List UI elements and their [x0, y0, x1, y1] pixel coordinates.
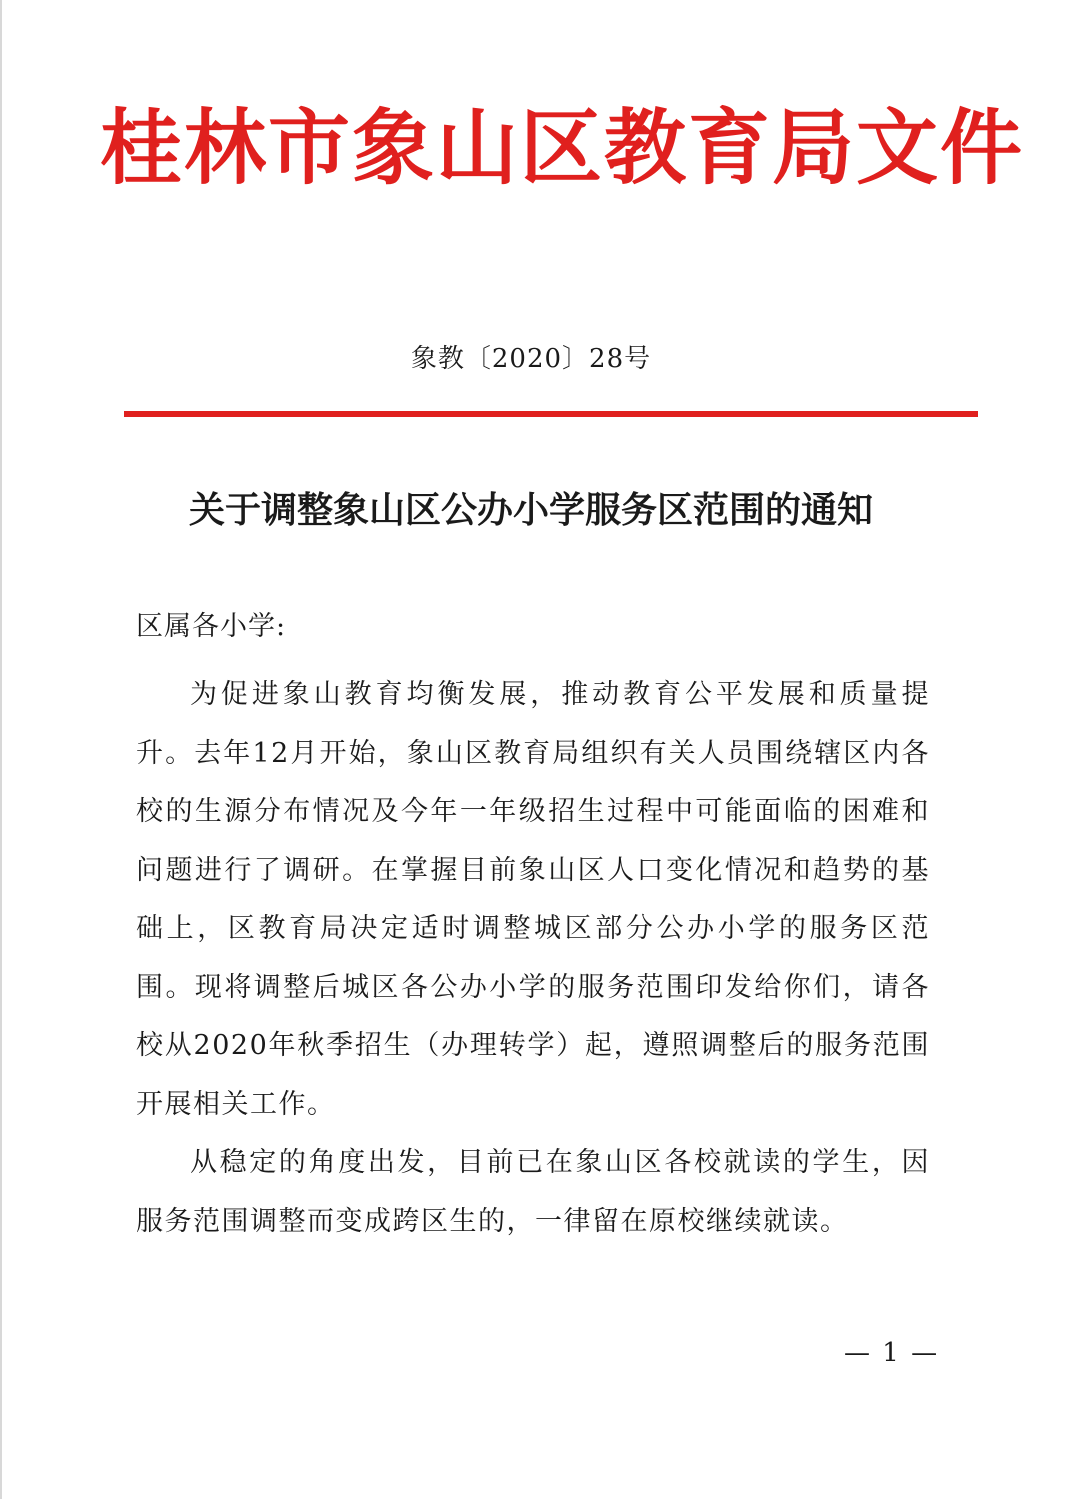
addressee: 区属各小学:	[136, 611, 287, 642]
page-left-edge	[0, 0, 2, 1499]
notice-body	[136, 666, 930, 1251]
document-number: 象教〔2020〕28号	[410, 344, 652, 374]
red-divider-line	[124, 411, 978, 417]
notice-title: 关于调整象山区公办小学服务区范围的通知	[188, 489, 873, 531]
document-header-title: 桂林市象山区教育局文件	[100, 101, 1025, 196]
page-number: — 1 —	[844, 1338, 940, 1368]
body-paragraph-1: 为促进象山教育均衡发展，推动教育公平发展和质量提升。去年12月开始，象山区教育局组织有关人员围绕辖区内各校的生源分布情况及今年一年级招生过程中可能面临的困难和问题进行了调研。在掌握目前象山区人口变化情况和趋势的基础上，区教育局决定适时调整城区部分公办小学的服务区范围。现将调整后城区各公办小学的服务范围印发给你们，请各校从2020年秋季招生（办理转学）起，遵照调整后的服务范围开展相关工作。	[136, 679, 930, 1120]
body-paragraph-2: 从稳定的角度出发，目前已在象山区各校就读的学生，因服务范围调整而变成跨区生的，一律留在原校继续就读。	[136, 1147, 930, 1237]
